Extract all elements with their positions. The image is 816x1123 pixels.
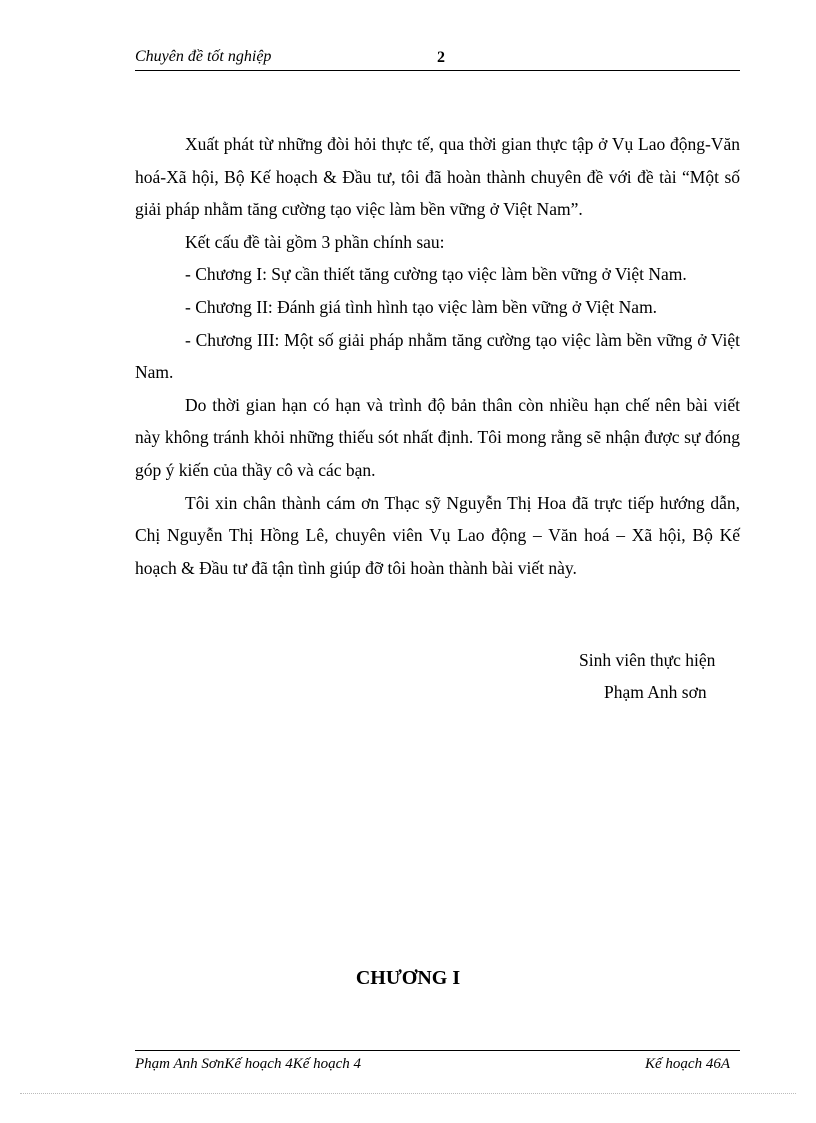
chapter-item-3: - Chương III: Một số giải pháp nhằm tăng cường tạo việc làm bền vững ở Việt Nam. <box>135 329 740 383</box>
chapter-item-2: - Chương II: Đánh giá tình hình tạo việc làm bền vững ở Việt Nam. <box>185 296 658 317</box>
page-header <box>135 48 740 71</box>
header-title: Chuyên đề tốt nghiệp <box>135 48 272 65</box>
footer-left: Phạm Anh SơnKế hoạch 4Kế hoạch 4 <box>135 1056 362 1072</box>
paragraph-structure: Kết cấu đề tài gồm 3 phần chính sau: <box>185 231 445 252</box>
paragraph-limitations: Do thời gian hạn có hạn và trình độ bản thân còn nhiều hạn chế nên bài viết này không tránh khỏi những thiếu sót nhất định. Tôi mong rằng sẽ nhận được sự đóng góp ý kiến của thầy cô và các bạn. <box>135 394 740 480</box>
chapter-heading: CHƯƠNG I <box>355 967 461 989</box>
chapter-item-1: - Chương I: Sự cần thiết tăng cường tạo việc làm bền vững ở Việt Nam. <box>185 264 687 285</box>
page-footer <box>135 1050 740 1077</box>
body-text <box>135 128 740 584</box>
paragraph-thanks: Tôi xin chân thành cám ơn Thạc sỹ Nguyễn Thị Hoa đã trực tiếp hướng dẫn, Chị Nguyễn Thị Hồng Lê, chuyên viên Vụ Lao động – Văn hoá – Xã hội, Bộ Kế hoạch & Đầu tư đã tận tình giúp đỡ tôi hoàn thành bài viết này. <box>135 492 740 578</box>
signature-role: Sinh viên thực hiện <box>579 650 716 670</box>
page-number: 2 <box>437 49 445 66</box>
page-edge-divider <box>20 1093 796 1094</box>
paragraph-intro: Xuất phát từ những đòi hỏi thực tế, qua thời gian thực tập ở Vụ Lao động-Văn hoá-Xã hội, Bộ Kế hoạch & Đầu tư, tôi đã hoàn thành chuyên đề với đề tài “Một số giải pháp nhằm tăng cường tạo việc làm bền vững ở Việt Nam”. <box>135 134 740 220</box>
signature-block <box>560 644 715 708</box>
signature-name: Phạm Anh sơn <box>604 682 707 702</box>
footer-right: Kế hoạch 46A <box>645 1056 730 1072</box>
